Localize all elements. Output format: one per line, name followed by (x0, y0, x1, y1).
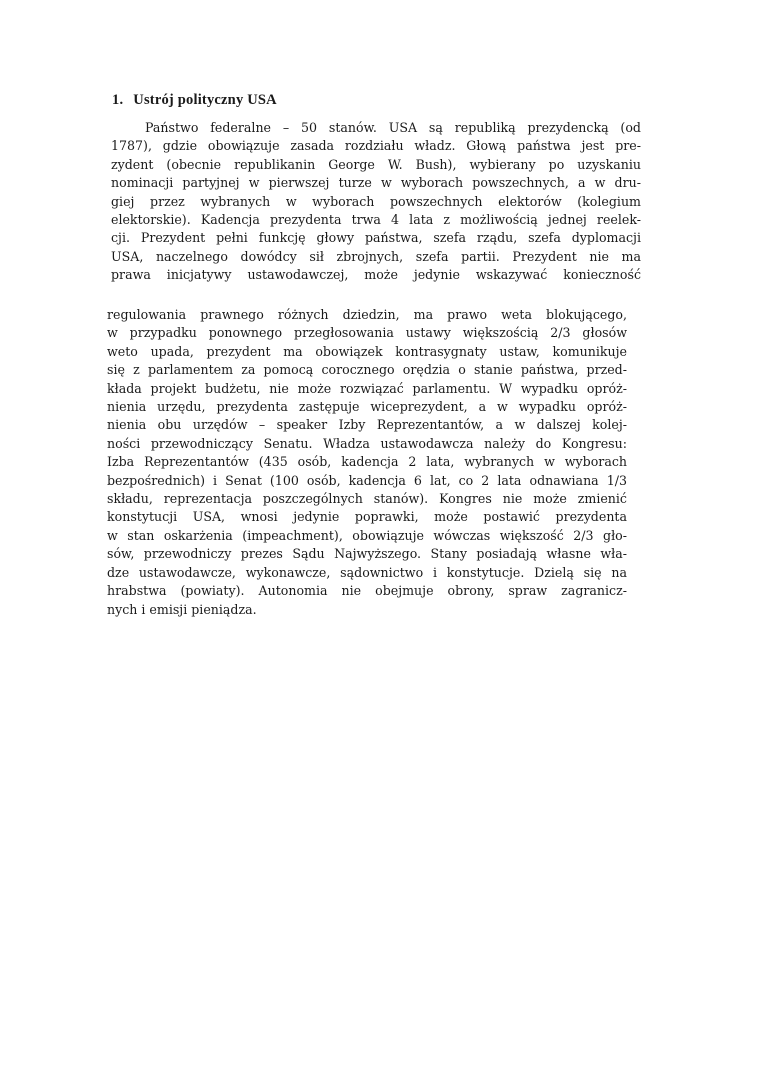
text-line: weto upada, prezydent ma obowiązek kontrasygnaty ustaw, komunikuje (107, 343, 627, 359)
text-line: dze ustawodawcze, wykonawcze, sądownictwo i konstytucje. Dzielą się na (107, 564, 627, 580)
text-line: kłada projekt budżetu, nie może rozwiązać parlamentu. W wypadku opróż- (107, 380, 627, 396)
text-line: się z parlamentem za pomocą corocznego orędzia o stanie państwa, przed- (107, 362, 627, 378)
text-line: w przypadku ponownego przegłosowania ustawy większością 2/3 głosów (107, 325, 627, 341)
text-line: składu, reprezentacja poszczególnych stanów). Kongres nie może zmienić (107, 491, 627, 507)
text-line: cji. Prezydent pełni funkcję głowy państwa, szefa rządu, szefa dyplomacji (111, 230, 641, 246)
text-line: hrabstwa (powiaty). Autonomia nie obejmuje obrony, spraw zagranicz- (107, 583, 627, 599)
text-line: elektorskie). Kadencja prezydenta trwa 4 lata z możliwością jednej reelek- (111, 212, 641, 228)
text-line: bezpośrednich) i Senat (100 osób, kadencja 6 lat, co 2 lata odnawiana 1/3 (107, 472, 627, 488)
section-heading (112, 92, 277, 109)
text-line: nienia urzędu, prezydenta zastępuje wiceprezydent, a w wypadku opróż- (107, 399, 627, 415)
section-title: Ustrój polityczny USA (133, 92, 277, 108)
text-line: nych i emisji pieniądza. (107, 601, 257, 617)
text-line: zydent (obecnie republikanin George W. Bush), wybierany po uzyskaniu (111, 156, 641, 172)
text-line: sów, przewodniczy prezes Sądu Najwyższego. Stany posiadają własne wła- (107, 546, 627, 562)
text-line: konstytucji USA, wnosi jedynie poprawki, może postawić prezydenta (107, 509, 627, 525)
paragraph-block-1 (111, 119, 641, 285)
text-line: nienia obu urzędów – speaker Izby Reprezentantów, a w dalszej kolej- (107, 417, 627, 433)
paragraph-block-2 (107, 306, 627, 619)
text-line: 1787), gdzie obowiązuje zasada rozdziału władz. Głową państwa jest pre- (111, 138, 641, 154)
section-number: 1. (112, 92, 124, 108)
text-line: w stan oskarżenia (impeachment), obowiązuje wówczas większość 2/3 gło- (107, 527, 627, 543)
text-line: regulowania prawnego różnych dziedzin, ma prawo weta blokującego, (107, 307, 627, 322)
text-line: Izba Reprezentantów (435 osób, kadencja 2 lata, wybranych w wyborach (107, 454, 627, 470)
text-line: giej przez wybranych w wyborach powszechnych elektorów (kolegium (111, 193, 641, 209)
text-line: USA, naczelnego dowódcy sił zbrojnych, szefa partii. Prezydent nie ma (111, 248, 641, 264)
text-line: prawa inicjatywy ustawodawczej, może jedynie wskazywać konieczność (111, 267, 641, 283)
text-line: nominacji partyjnej w pierwszej turze w wyborach powszechnych, a w dru- (111, 175, 641, 191)
text-line: Państwo federalne – 50 stanów. USA są republiką prezydencką (od (145, 120, 641, 135)
text-line: ności przewodniczący Senatu. Władza ustawodawcza należy do Kongresu: (107, 435, 627, 451)
